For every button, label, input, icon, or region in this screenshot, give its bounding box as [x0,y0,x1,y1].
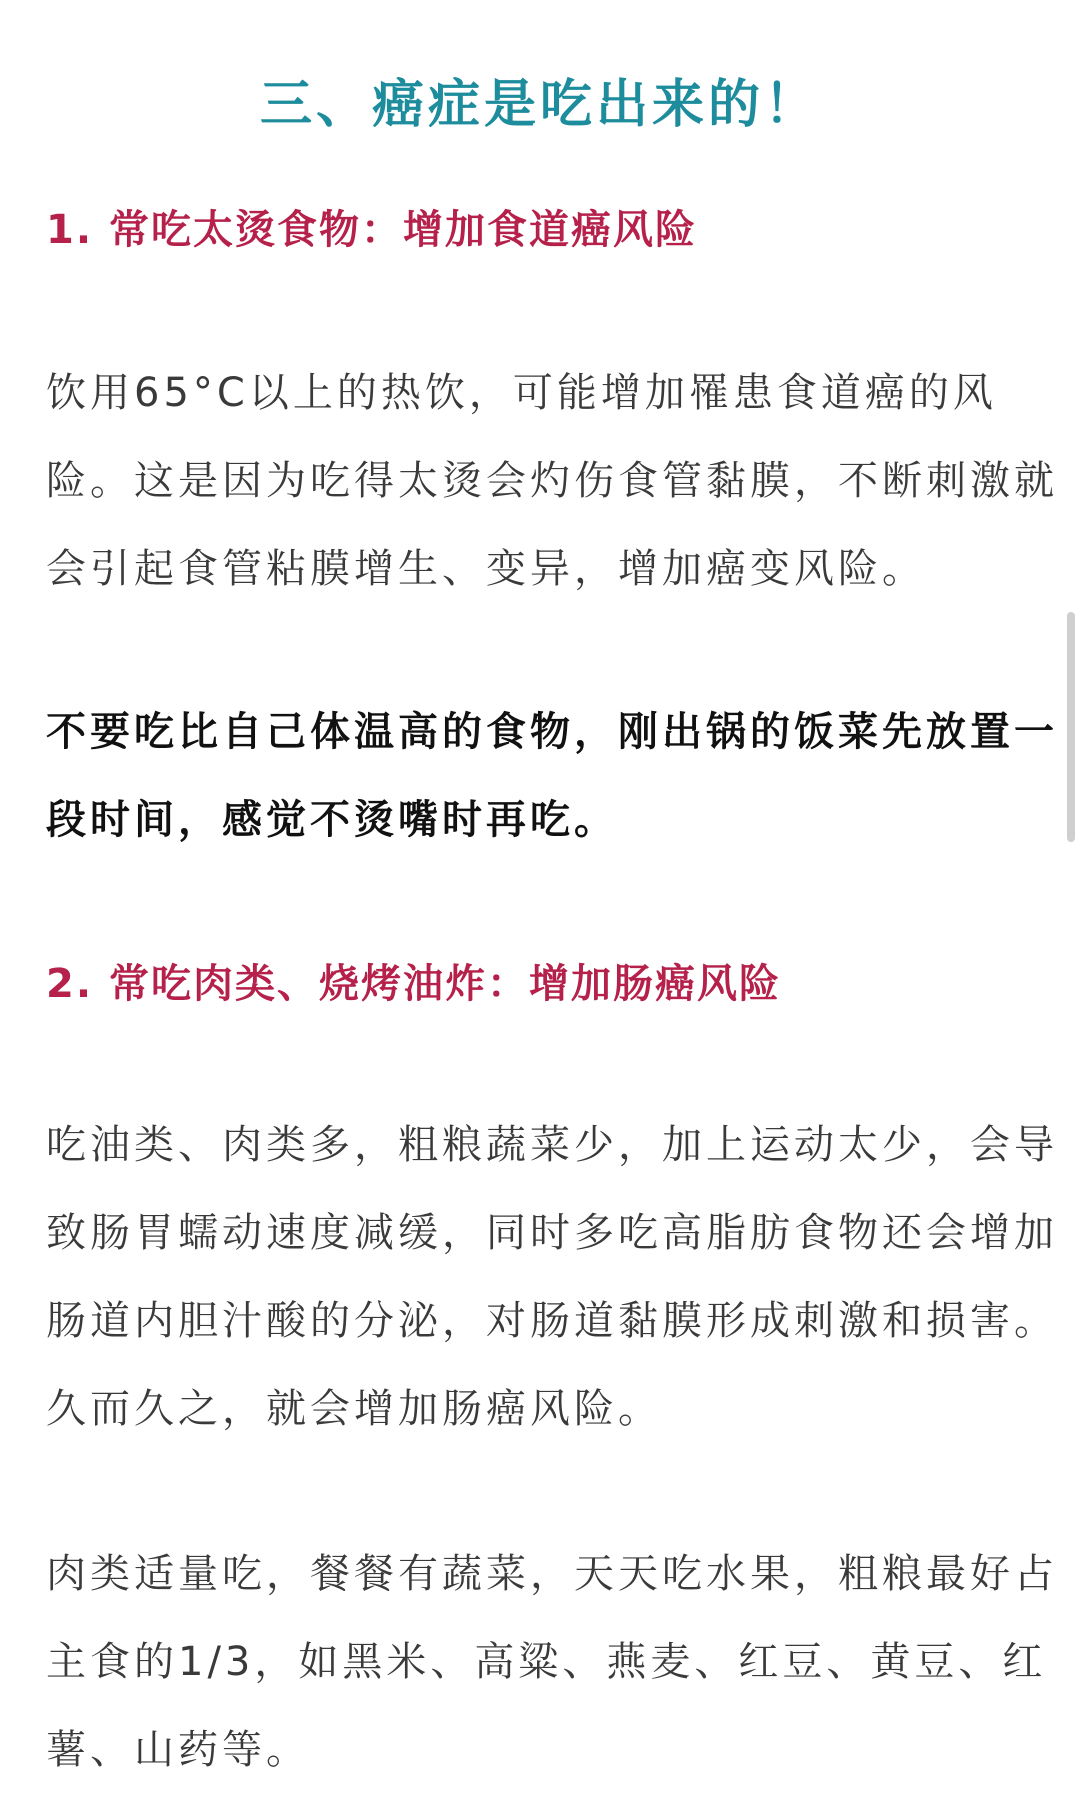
text-line: 段时间，感觉不烫嘴时再吃。 [46,797,618,843]
paragraph-hot-drinks-risk [46,349,1058,613]
text-line: 吃油类、肉类多，粗粮蔬菜少，加上运动太少，会导 [46,1122,1058,1168]
text-line: 险。这是因为吃得太烫会灼伤食管黏膜，不断刺激就 [46,458,1058,504]
paragraph-hot-food-advice [46,688,1058,864]
scrollbar-thumb[interactable] [1067,612,1075,842]
scrollbar[interactable] [1064,0,1080,1810]
text-line: 会引起食管粘膜增生、变异，增加癌变风险。 [46,546,926,592]
text-line: 不要吃比自己体温高的食物，刚出锅的饭菜先放置一 [46,709,1058,755]
text-line: 薯、山药等。 [46,1727,310,1773]
section-heading-1: 1. 常吃太烫食物：增加食道癌风险 [46,207,697,253]
text-line: 致肠胃蠕动速度减缓，同时多吃高脂肪食物还会增加 [46,1210,1058,1256]
page-title: 三、癌症是吃出来的！ [259,74,820,135]
section-heading-2: 2. 常吃肉类、烧烤油炸：增加肠癌风险 [46,961,781,1007]
text-line: 肠道内胆汁酸的分泌，对肠道黏膜形成刺激和损害。 [46,1298,1058,1344]
text-line: 久而久之，就会增加肠癌风险。 [46,1386,662,1432]
paragraph-meat-risk [46,1101,1058,1453]
text-line: 饮用65°C以上的热饮，可能增加罹患食道癌的风 [46,370,997,416]
text-line: 主食的1/3，如黑米、高粱、燕麦、红豆、黄豆、红 [46,1639,1047,1685]
paragraph-diet-advice [46,1530,1058,1794]
text-line: 肉类适量吃，餐餐有蔬菜，天天吃水果，粗粮最好占 [46,1551,1058,1597]
